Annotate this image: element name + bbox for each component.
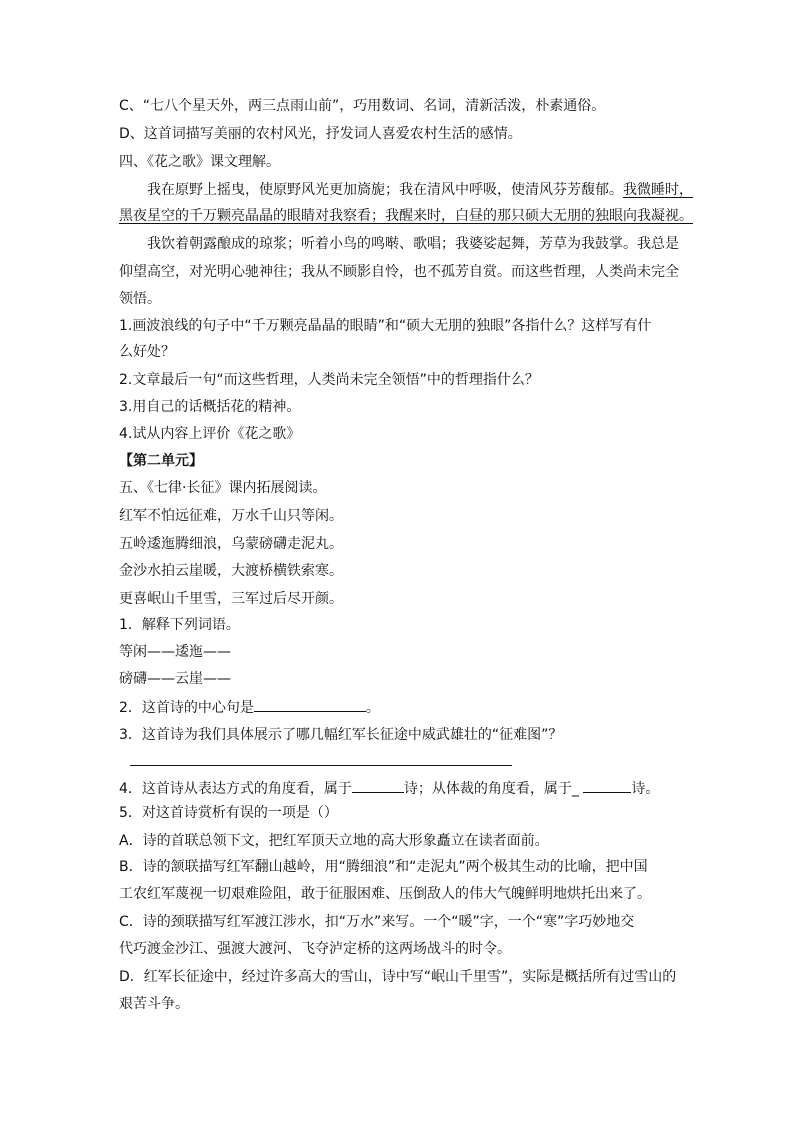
- question-3: 3.用自己的话概括花的精神。: [119, 399, 301, 415]
- answer-blank-central-sentence[interactable]: [254, 697, 366, 712]
- passage-line-3: 我饮着朝露酿成的琼浆；听着小鸟的鸣啭、歌唱；我婆娑起舞，芳草为我鼓掌。我总是: [147, 236, 679, 252]
- option-d-text: D、这首词描写美丽的农村风光，抒发词人喜爱农村生活的感情。: [119, 126, 522, 142]
- subquestion-4-text-c: 诗。: [631, 781, 660, 797]
- poem-line-2: 五岭逶迤腾细浪，乌蒙磅礴走泥丸。: [119, 536, 343, 552]
- section-4-title: 四、《花之歌》课文理解。: [119, 154, 280, 170]
- subquestion-2: [119, 697, 380, 715]
- question-4: 4.试从内容上评价《花之歌》: [119, 426, 301, 442]
- poem-line-1: 红军不怕远征难，万水千山只等闲。: [119, 508, 343, 524]
- question-1-line-1: 1.画波浪线的句子中“千万颗亮晶晶的眼睛”和“硕大无朋的独眼”各指什么？这样写有什: [119, 318, 652, 334]
- question-2: 2.文章最后一句“而这些哲理，人类尚未完全领悟”中的哲理指什么？: [119, 372, 539, 388]
- subquestion-3: 3．这首诗为我们具体展示了哪几幅红军长征途中威武雄壮的“征难图”？: [119, 727, 563, 743]
- passage-line-4: 仰望高空，对光明心驰神往；我从不顾影自怜，也不孤芳自赏。而这些哲理，人类尚未完全: [119, 264, 679, 280]
- passage-line-1: [147, 181, 693, 199]
- subquestion-4-text-b: 诗；从体裁的角度看，属于_: [403, 781, 584, 797]
- option-d-line-2: 艰苦斗争。: [119, 996, 189, 1012]
- subquestion-1: 1．解释下列词语。: [119, 617, 240, 633]
- poem-line-4: 更喜岷山千里雪，三军过后尽开颜。: [119, 591, 343, 607]
- subquestion-4: [119, 778, 659, 796]
- section-5-title: 五、《七律·长征》课内拓展阅读。: [119, 480, 327, 496]
- subquestion-2-text: 2．这首诗的中心句是: [119, 700, 254, 716]
- option-c-line-2: 代巧渡金沙江、强渡大渡河、飞夺泸定桥的这两场战斗的时令。: [119, 941, 511, 957]
- option-c-line-1: C．诗的颈联描写红军渡江涉水，扣“万水”来写。一个“暖”字，一个“寒”字巧妙地交: [119, 914, 635, 930]
- subquestion-2-end: 。: [365, 700, 380, 716]
- word-pair-1: 等闲——逶迤——: [119, 644, 231, 660]
- answer-blank-expression[interactable]: [352, 778, 404, 793]
- answer-blank-genre[interactable]: [583, 778, 631, 793]
- subquestion-4-text-a: 4．这首诗从表达方式的角度看，属于: [119, 781, 352, 797]
- answer-line-subquestion-3[interactable]: [130, 765, 512, 766]
- unit-2-heading: 【第二单元】: [119, 453, 203, 469]
- word-pair-2: 磅礴——云崖——: [119, 671, 231, 687]
- option-c-text: C、“七八个星天外，两三点雨山前”，巧用数词、名词，清新活泼，朴素通俗。: [119, 98, 606, 114]
- wavy-underlined-sentence-part-2: 黑夜星空的千万颗亮晶晶的眼睛对我察看；我醒来时，白昼的那只硕大无朋的独眼向我凝视。: [119, 208, 693, 224]
- passage-line-5: 领悟。: [119, 291, 161, 307]
- option-a: A．诗的首联总领下文，把红军顶天立地的高大形象矗立在读者面前。: [119, 833, 549, 849]
- poem-line-3: 金沙水拍云崖暖，大渡桥横铁索寒。: [119, 563, 343, 579]
- wavy-underlined-sentence-part-1: 我微睡时，: [623, 182, 693, 198]
- question-1-line-2: 么好处？: [119, 344, 175, 360]
- option-d-line-1: D．红军长征途中，经过许多高大的雪山，诗中写“岷山千里雪”，实际是概括所有过雪山的: [119, 969, 677, 985]
- option-b-line-2: 工农红军蔑视一切艰难险阻，敢于征服困难、压倒敌人的伟大气魄鲜明地烘托出来了。: [119, 886, 651, 902]
- option-b-line-1: B．诗的颔联描写红军翻山越岭，用“腾细浪”和“走泥丸”两个极其生动的比喻，把中国: [119, 859, 648, 875]
- subquestion-5: 5．对这首诗赏析有误的一项是（）: [119, 805, 338, 821]
- passage-line-1-text: 我在原野上摇曳，使原野风光更加旖旎；我在清风中呼吸，使清风芬芳馥郁。: [147, 182, 623, 198]
